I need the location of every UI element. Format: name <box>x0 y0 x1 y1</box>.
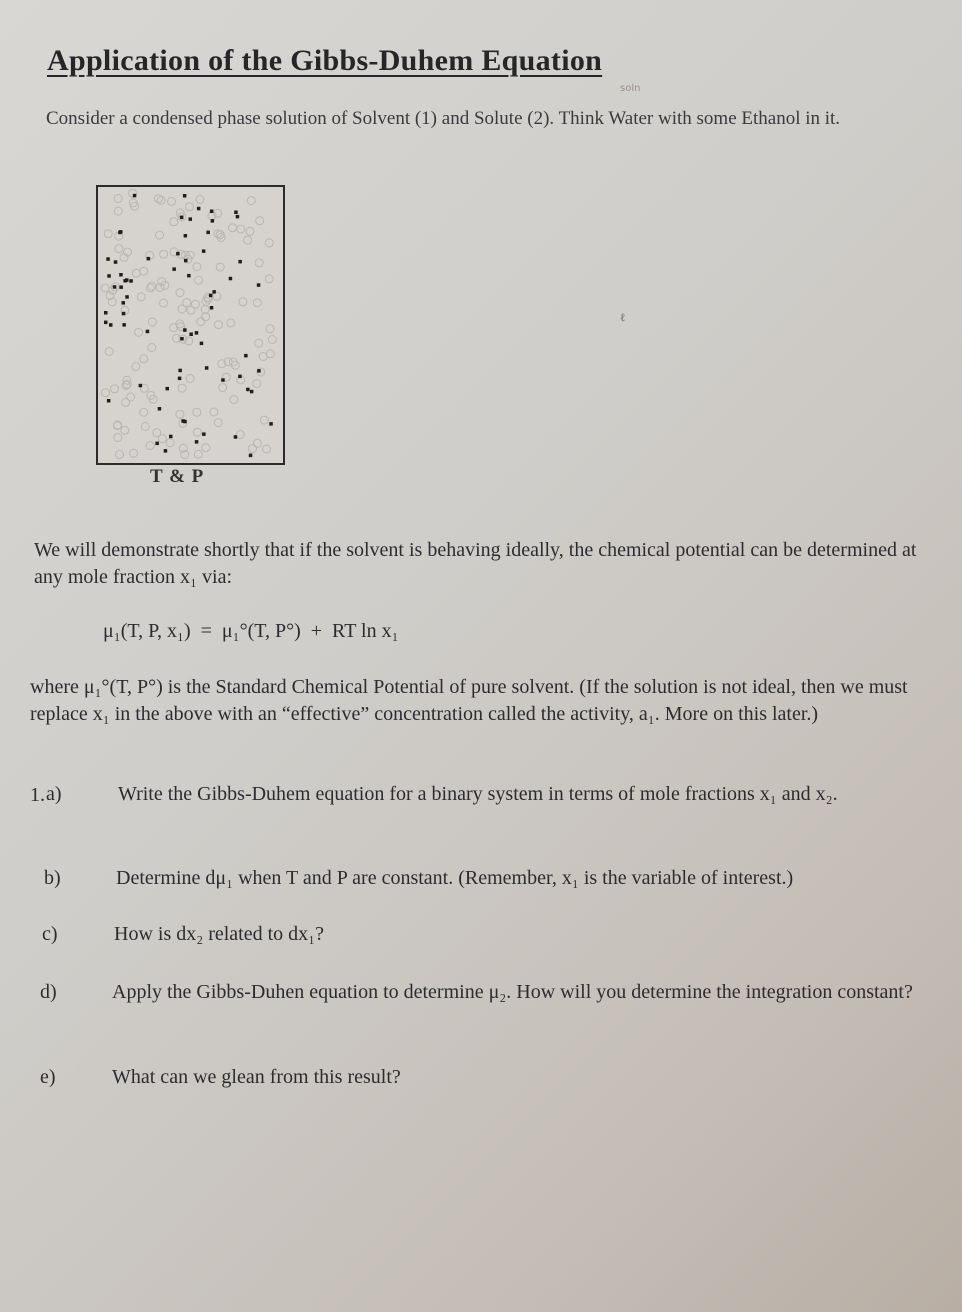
solute-molecule <box>202 432 206 436</box>
solute-molecule <box>269 422 273 426</box>
solvent-molecule <box>219 384 227 392</box>
solvent-molecule <box>195 276 203 284</box>
solvent-molecule <box>170 218 178 226</box>
solvent-molecule <box>156 283 164 291</box>
solvent-molecule <box>266 350 274 358</box>
solvent-molecule <box>193 263 201 271</box>
solvent-molecule <box>256 217 264 225</box>
solute-molecule <box>183 328 187 332</box>
solvent-molecule <box>237 225 245 233</box>
solvent-molecule <box>186 375 194 383</box>
question-b-label: b) <box>44 867 61 889</box>
solute-molecule <box>139 384 143 388</box>
solvent-molecule <box>140 355 148 363</box>
solvent-molecule <box>160 299 168 307</box>
solute-molecule <box>183 420 187 424</box>
solute-molecule <box>238 260 242 264</box>
solvent-molecule <box>176 289 184 297</box>
solvent-molecule <box>194 450 202 458</box>
solute-molecule <box>147 257 151 261</box>
solvent-molecule <box>115 245 123 253</box>
solute-molecule <box>146 330 150 334</box>
solvent-molecule <box>197 318 205 326</box>
solute-molecule <box>205 366 209 370</box>
solvent-molecule <box>253 299 261 307</box>
solute-molecule <box>195 440 199 444</box>
question-a <box>46 780 962 808</box>
solvent-molecule <box>230 396 238 404</box>
solvent-molecule <box>132 269 140 277</box>
solvent-molecule <box>157 196 165 204</box>
solvent-molecule <box>146 442 154 450</box>
solvent-molecule <box>140 408 148 416</box>
solute-molecule <box>195 331 199 335</box>
solvent-molecule <box>140 267 148 275</box>
solute-molecule <box>118 231 122 235</box>
question-d-text: Apply the Gibbs-Duhen equation to determine μ₂. How will you determine the integration constant? <box>112 981 913 1003</box>
solvent-molecule <box>236 431 244 439</box>
solute-molecule <box>107 399 111 403</box>
solvent-molecule <box>178 384 186 392</box>
solute-molecule <box>119 285 123 289</box>
solute-molecule <box>202 249 206 253</box>
solute-molecule <box>249 454 253 458</box>
solvent-molecule <box>135 328 143 336</box>
solvent-molecule <box>246 227 254 235</box>
page-title-text: Application of the Gibbs-Duhem Equation <box>47 44 603 77</box>
pen-mark: ℓ <box>620 312 626 324</box>
solvent-molecule <box>102 389 110 397</box>
solvent-molecule <box>122 398 130 406</box>
solute-molecule <box>109 323 113 327</box>
solvent-molecule <box>127 393 135 401</box>
solute-molecule <box>178 377 182 381</box>
solvent-molecule <box>114 195 122 203</box>
solvent-molecule <box>186 203 194 211</box>
solute-molecule <box>238 375 242 379</box>
solvent-molecule <box>239 298 247 306</box>
chemical-potential-equation: μ₁(T, P, x₁) = μ₁°(T, P°) + RT ln x₁ <box>103 620 399 642</box>
solvent-molecule <box>265 275 273 283</box>
solvent-molecule <box>113 422 121 430</box>
figure-caption: T & P <box>150 466 205 487</box>
standard-potential-paragraph: where μ₁°(T, P°) is the Standard Chemical Potential of pure solvent. (If the solution is not ideal, then we must replace x₁ in the above with an “effective” concentration called the activity, a₁. More on this later.) <box>30 676 908 725</box>
solute-molecule <box>166 387 170 391</box>
solute-molecule <box>229 277 233 281</box>
solute-molecule <box>122 301 126 305</box>
solvent-molecule <box>148 318 156 326</box>
solvent-molecule <box>202 444 210 452</box>
solute-molecule <box>122 323 126 327</box>
question-d-label: d) <box>40 981 57 1003</box>
solvent-molecule <box>153 429 161 437</box>
question-c-label: c) <box>42 923 58 945</box>
solvent-molecule <box>253 439 261 447</box>
solvent-molecule <box>229 224 237 232</box>
question-a-label: a) <box>46 783 62 805</box>
solvent-molecule <box>215 321 223 329</box>
solute-molecule <box>184 234 188 238</box>
solvent-molecule <box>266 325 274 333</box>
solute-molecule <box>114 260 118 264</box>
question-a-text: Write the Gibbs-Duhem equation for a binary system in terms of mole fractions x₁ and x₂. <box>118 783 838 805</box>
solvent-molecule <box>253 380 261 388</box>
solvent-molecule <box>227 319 235 327</box>
solution-container-figure <box>96 185 285 465</box>
solute-molecule <box>107 274 111 278</box>
solvent-molecule <box>201 306 209 314</box>
solvent-molecule <box>183 299 191 307</box>
solvent-molecule <box>114 434 122 442</box>
solute-molecule <box>209 294 213 298</box>
solute-molecule <box>184 259 188 263</box>
question-e <box>40 1063 962 1091</box>
solute-molecule <box>125 295 129 299</box>
solute-molecule <box>189 333 193 337</box>
solvent-molecule <box>193 408 201 416</box>
solute-molecule <box>133 194 137 198</box>
solute-molecule <box>178 369 182 373</box>
solute-molecule <box>221 378 225 382</box>
solvent-molecule <box>244 236 252 244</box>
solvent-molecule <box>265 239 273 247</box>
question-e-text: What can we glean from this result? <box>112 1066 401 1088</box>
solvent-molecule <box>196 195 204 203</box>
question-e-label: e) <box>40 1066 56 1088</box>
solute-molecule <box>200 342 204 346</box>
solvent-molecule <box>101 284 109 292</box>
solute-molecule <box>180 216 184 220</box>
solvent-molecule <box>121 426 129 434</box>
solvent-molecule <box>263 445 271 453</box>
solute-molecule <box>234 435 238 439</box>
solvent-molecule <box>210 408 218 416</box>
solute-molecule <box>187 274 191 278</box>
solute-molecule <box>104 311 108 315</box>
solute-molecule <box>129 279 133 283</box>
solute-molecule <box>183 194 187 198</box>
solute-molecule <box>212 290 216 294</box>
solute-molecule <box>189 217 193 221</box>
solute-molecule <box>176 252 180 256</box>
ideal-solvent-paragraph: We will demonstrate shortly that if the solvent is behaving ideally, the chemical potential can be determined at any mole fraction x₁ via: <box>34 539 917 588</box>
question-b <box>44 864 962 892</box>
solvent-molecule <box>137 293 145 301</box>
solute-molecule <box>234 211 238 215</box>
question-d <box>40 978 962 1006</box>
solvent-molecule <box>160 250 168 258</box>
solvent-molecule <box>105 348 113 356</box>
solute-molecule <box>206 231 210 235</box>
solute-molecule <box>257 283 261 287</box>
solvent-molecule <box>268 336 276 344</box>
solute-molecule <box>210 210 214 214</box>
solvent-molecule <box>141 422 149 430</box>
solvent-molecule <box>116 451 124 459</box>
solute-molecule <box>257 369 261 373</box>
solute-molecule <box>106 257 110 261</box>
solute-molecule <box>210 306 214 310</box>
solvent-molecule <box>176 410 184 418</box>
solute-molecule <box>158 407 162 411</box>
solute-molecule <box>155 442 159 446</box>
handwritten-margin-note: soln <box>620 83 641 94</box>
solvent-molecule <box>156 231 164 239</box>
solute-molecule <box>236 215 240 219</box>
solute-molecule <box>113 285 117 289</box>
solvent-molecule <box>247 197 255 205</box>
solute-molecule <box>244 354 248 358</box>
intro-paragraph: Consider a condensed phase solution of Solvent (1) and Solute (2). Think Water with some Ethanol in it. <box>46 108 841 129</box>
solvent-molecule <box>249 445 257 453</box>
solute-molecule <box>172 267 176 271</box>
question-number: 1. <box>30 784 45 806</box>
solvent-molecule <box>202 313 210 321</box>
solute-molecule <box>164 449 168 453</box>
question-c <box>42 920 962 948</box>
solute-molecule <box>122 312 126 316</box>
solvent-molecule <box>130 449 138 457</box>
solute-molecule <box>104 321 108 325</box>
solvent-molecule <box>260 416 268 424</box>
solvent-molecule <box>187 306 195 314</box>
solvent-molecule <box>216 263 224 271</box>
solvent-molecule <box>255 259 263 267</box>
solvent-molecule <box>132 363 140 371</box>
question-b-text: Determine dμ₁ when T and P are constant. (Remember, x₁ is the variable of interest.) <box>116 867 794 889</box>
question-c-text: How is dx₂ related to dx₁? <box>114 923 325 945</box>
solvent-molecule <box>255 339 263 347</box>
page-title <box>47 44 602 78</box>
solvent-molecule <box>214 419 222 427</box>
solute-molecule <box>180 337 184 341</box>
solute-molecule <box>123 279 127 283</box>
solvent-molecule <box>148 282 156 290</box>
molecule-diagram <box>98 187 283 463</box>
solute-molecule <box>169 435 173 439</box>
solvent-molecule <box>166 439 174 447</box>
solvent-molecule <box>114 207 122 215</box>
solute-molecule <box>246 388 250 392</box>
solvent-molecule <box>111 385 119 393</box>
solute-molecule <box>211 219 215 223</box>
solute-molecule <box>119 273 123 277</box>
solvent-molecule <box>168 197 176 205</box>
solvent-molecule <box>104 230 112 238</box>
solute-molecule <box>250 390 254 394</box>
solvent-molecule <box>193 428 201 436</box>
solvent-molecule <box>148 344 156 352</box>
solute-molecule <box>197 207 201 211</box>
